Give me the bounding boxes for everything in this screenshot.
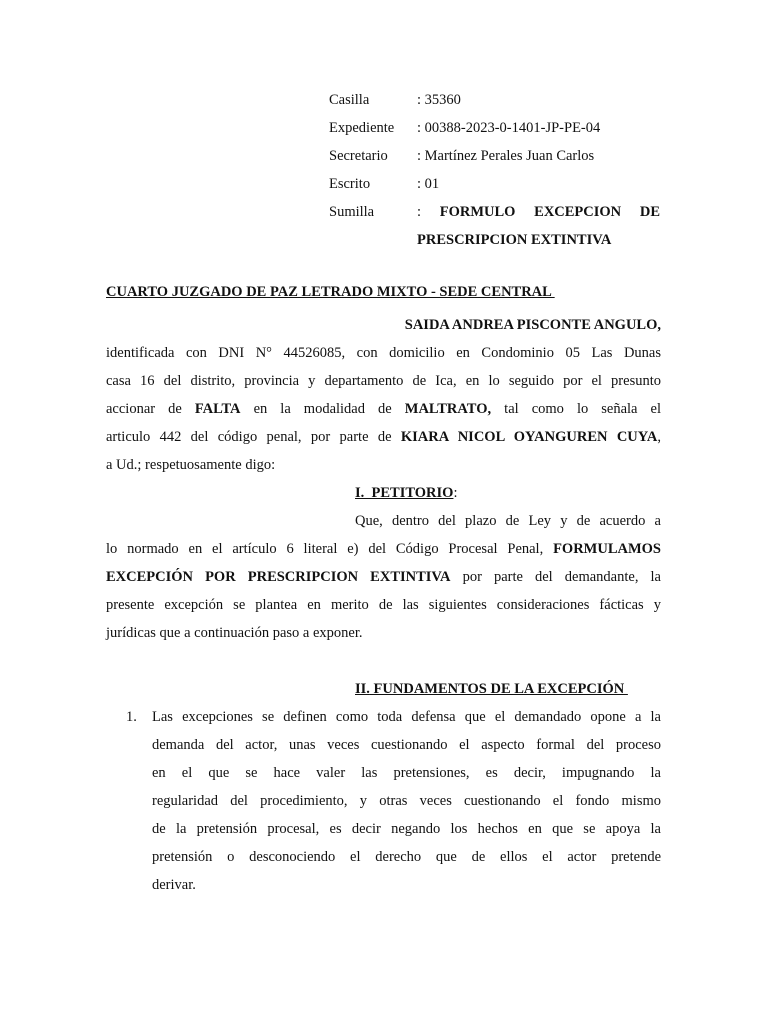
list-item-line: en el que se hace valer las pretensiones, es decir, impugnando la [152,765,661,781]
header-row-expediente [329,114,660,142]
header-row-sumilla [329,198,660,226]
list-item-line: pretensión o desconociendo el derecho que de ellos el actor pretende [152,849,661,865]
header-value: : 01 [417,176,440,192]
list-item-line: Las excepciones se definen como toda defensa que el demandado opone a la [152,709,661,725]
petitioner-name: SAIDA ANDREA PISCONTE ANGULO, [404,317,661,333]
header-label: Secretario [329,148,388,164]
header-value: : 00388-2023-0-1401-JP-PE-04 [417,120,601,136]
intro-line: accionar de FALTA en la modalidad de MALTRATO, tal como lo señala el [106,401,661,417]
petitorio-line: EXCEPCIÓN POR PRESCRIPCION EXTINTIVA por parte del demandante, la [106,569,661,585]
case-header [329,86,660,254]
header-label: Escrito [329,176,371,192]
sumilla-line-2: PRESCRIPCION EXTINTIVA [417,232,612,248]
header-label: Sumilla [329,204,375,220]
header-label: Expediente [329,120,395,136]
petitorio-line: lo normado en el artículo 6 literal e) del Código Procesal Penal, FORMULAMOS [106,541,661,557]
header-row-escrito [329,170,660,198]
list-item-line: regularidad del procedimiento, y otras veces cuestionando el fondo mismo [152,793,661,809]
fundamentos-heading: II. FUNDAMENTOS DE LA EXCEPCIÓN [355,681,628,697]
intro-line: articulo 442 del código penal, por parte de KIARA NICOL OYANGUREN CUYA, [106,429,661,445]
header-value: : 35360 [417,92,461,108]
header-row-secretario [329,142,660,170]
list-number: 1. [126,709,137,725]
intro-line: casa 16 del distrito, provincia y departamento de Ica, en lo seguido por el presunto [106,373,661,389]
list-item-line: demanda del actor, unas veces cuestionando el aspecto formal del proceso [152,737,661,753]
sumilla-line-1 [417,198,660,226]
list-item-line: de la pretensión procesal, es decir negando los hechos en que se apoya la [152,821,661,837]
intro-line: a Ud.; respetuosamente digo: [106,457,276,473]
petitorio-line: presente excepción se plantea en merito de las siguientes consideraciones fácticas y [106,597,661,613]
court-heading: CUARTO JUZGADO DE PAZ LETRADO MIXTO - SEDE CENTRAL [106,284,555,300]
header-row-casilla [329,86,660,114]
header-row-sumilla-cont [329,226,660,254]
sumilla-text-1: FORMULO EXCEPCION DE [439,204,660,220]
header-label: Casilla [329,92,370,108]
petitorio-line: jurídicas que a continuación paso a exponer. [106,625,363,641]
petitorio-heading: I. PETITORIO: [355,485,458,501]
petitorio-line: Que, dentro del plazo de Ley y de acuerdo a [355,513,661,529]
sumilla-colon: : [417,204,422,220]
list-item-line: derivar. [152,877,196,893]
intro-line: identificada con DNI N° 44526085, con domicilio en Condominio 05 Las Dunas [106,345,661,361]
header-value: : Martínez Perales Juan Carlos [417,148,595,164]
